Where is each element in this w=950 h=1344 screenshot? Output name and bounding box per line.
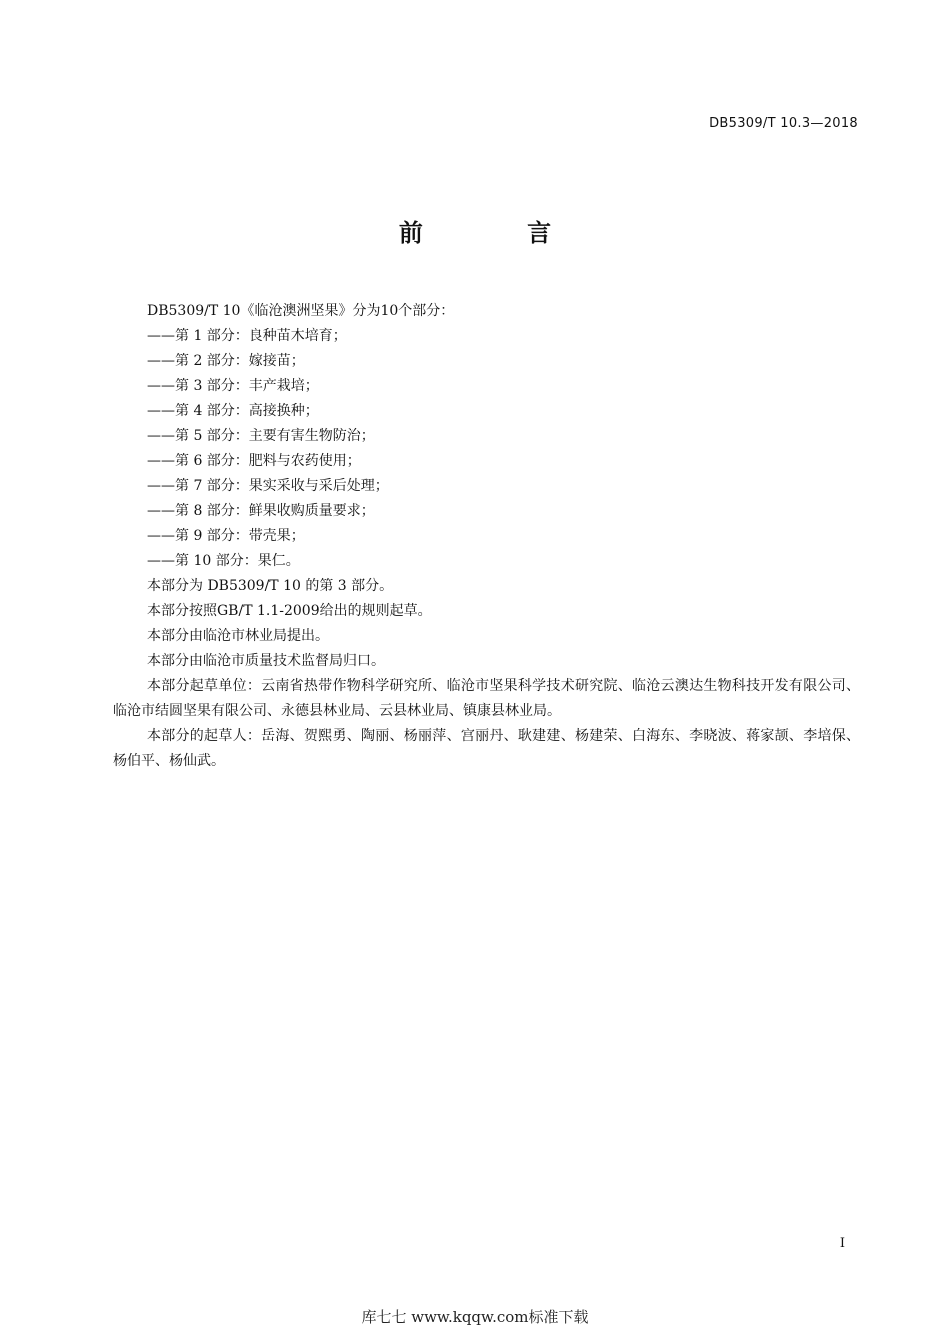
paragraph-intro: DB5309/T 10《临沧澳洲坚果》分为10个部分： [147, 303, 455, 319]
standard-code: DB5309/T 10.3—2018 [709, 116, 858, 131]
list-item-part-1: ——第 1 部分：良种苗木培育； [147, 328, 347, 344]
list-item-part-3: ——第 3 部分：丰产栽培； [147, 378, 319, 394]
document-body [113, 299, 860, 774]
paragraph-administrator: 本部分由临沧市质量技术监督局归口。 [147, 653, 385, 669]
page-number: I [839, 1236, 845, 1251]
list-item-part-4: ——第 4 部分：高接换种； [147, 403, 319, 419]
list-item-part-9: ——第 9 部分：带壳果； [147, 528, 305, 544]
paragraph-proposer: 本部分由临沧市林业局提出。 [147, 628, 329, 644]
list-item-part-2: ——第 2 部分：嫁接苗； [147, 353, 305, 369]
list-item-part-10: ——第 10 部分：果仁。 [147, 553, 300, 569]
paragraph-drafting-units: 本部分起草单位：云南省热带作物科学研究所、临沧市坚果科学技术研究院、临沧云澳达生物科技开发有限公司、临沧市结圆坚果有限公司、永德县林业局、云县林业局、镇康县林业局。 [113, 678, 860, 719]
paragraph-part-statement: 本部分为 DB5309/T 10 的第 3 部分。 [147, 578, 394, 594]
page-title: 前 言 [398, 219, 600, 247]
watermark-text: 库七七 www.kqqw.com标准下载 [361, 1308, 589, 1326]
list-item-part-5: ——第 5 部分：主要有害生物防治； [147, 428, 375, 444]
paragraph-drafters: 本部分的起草人：岳海、贺熙勇、陶丽、杨丽萍、宫丽丹、耿建建、杨建荣、白海东、李晓波、蒋家颉、李培保、杨伯平、杨仙武。 [113, 728, 860, 769]
list-item-part-8: ——第 8 部分：鲜果收购质量要求； [147, 503, 375, 519]
list-item-part-6: ——第 6 部分：肥料与农药使用； [147, 453, 361, 469]
list-item-part-7: ——第 7 部分：果实采收与采后处理； [147, 478, 389, 494]
paragraph-drafting-rules: 本部分按照GB/T 1.1-2009给出的规则起草。 [147, 603, 432, 619]
